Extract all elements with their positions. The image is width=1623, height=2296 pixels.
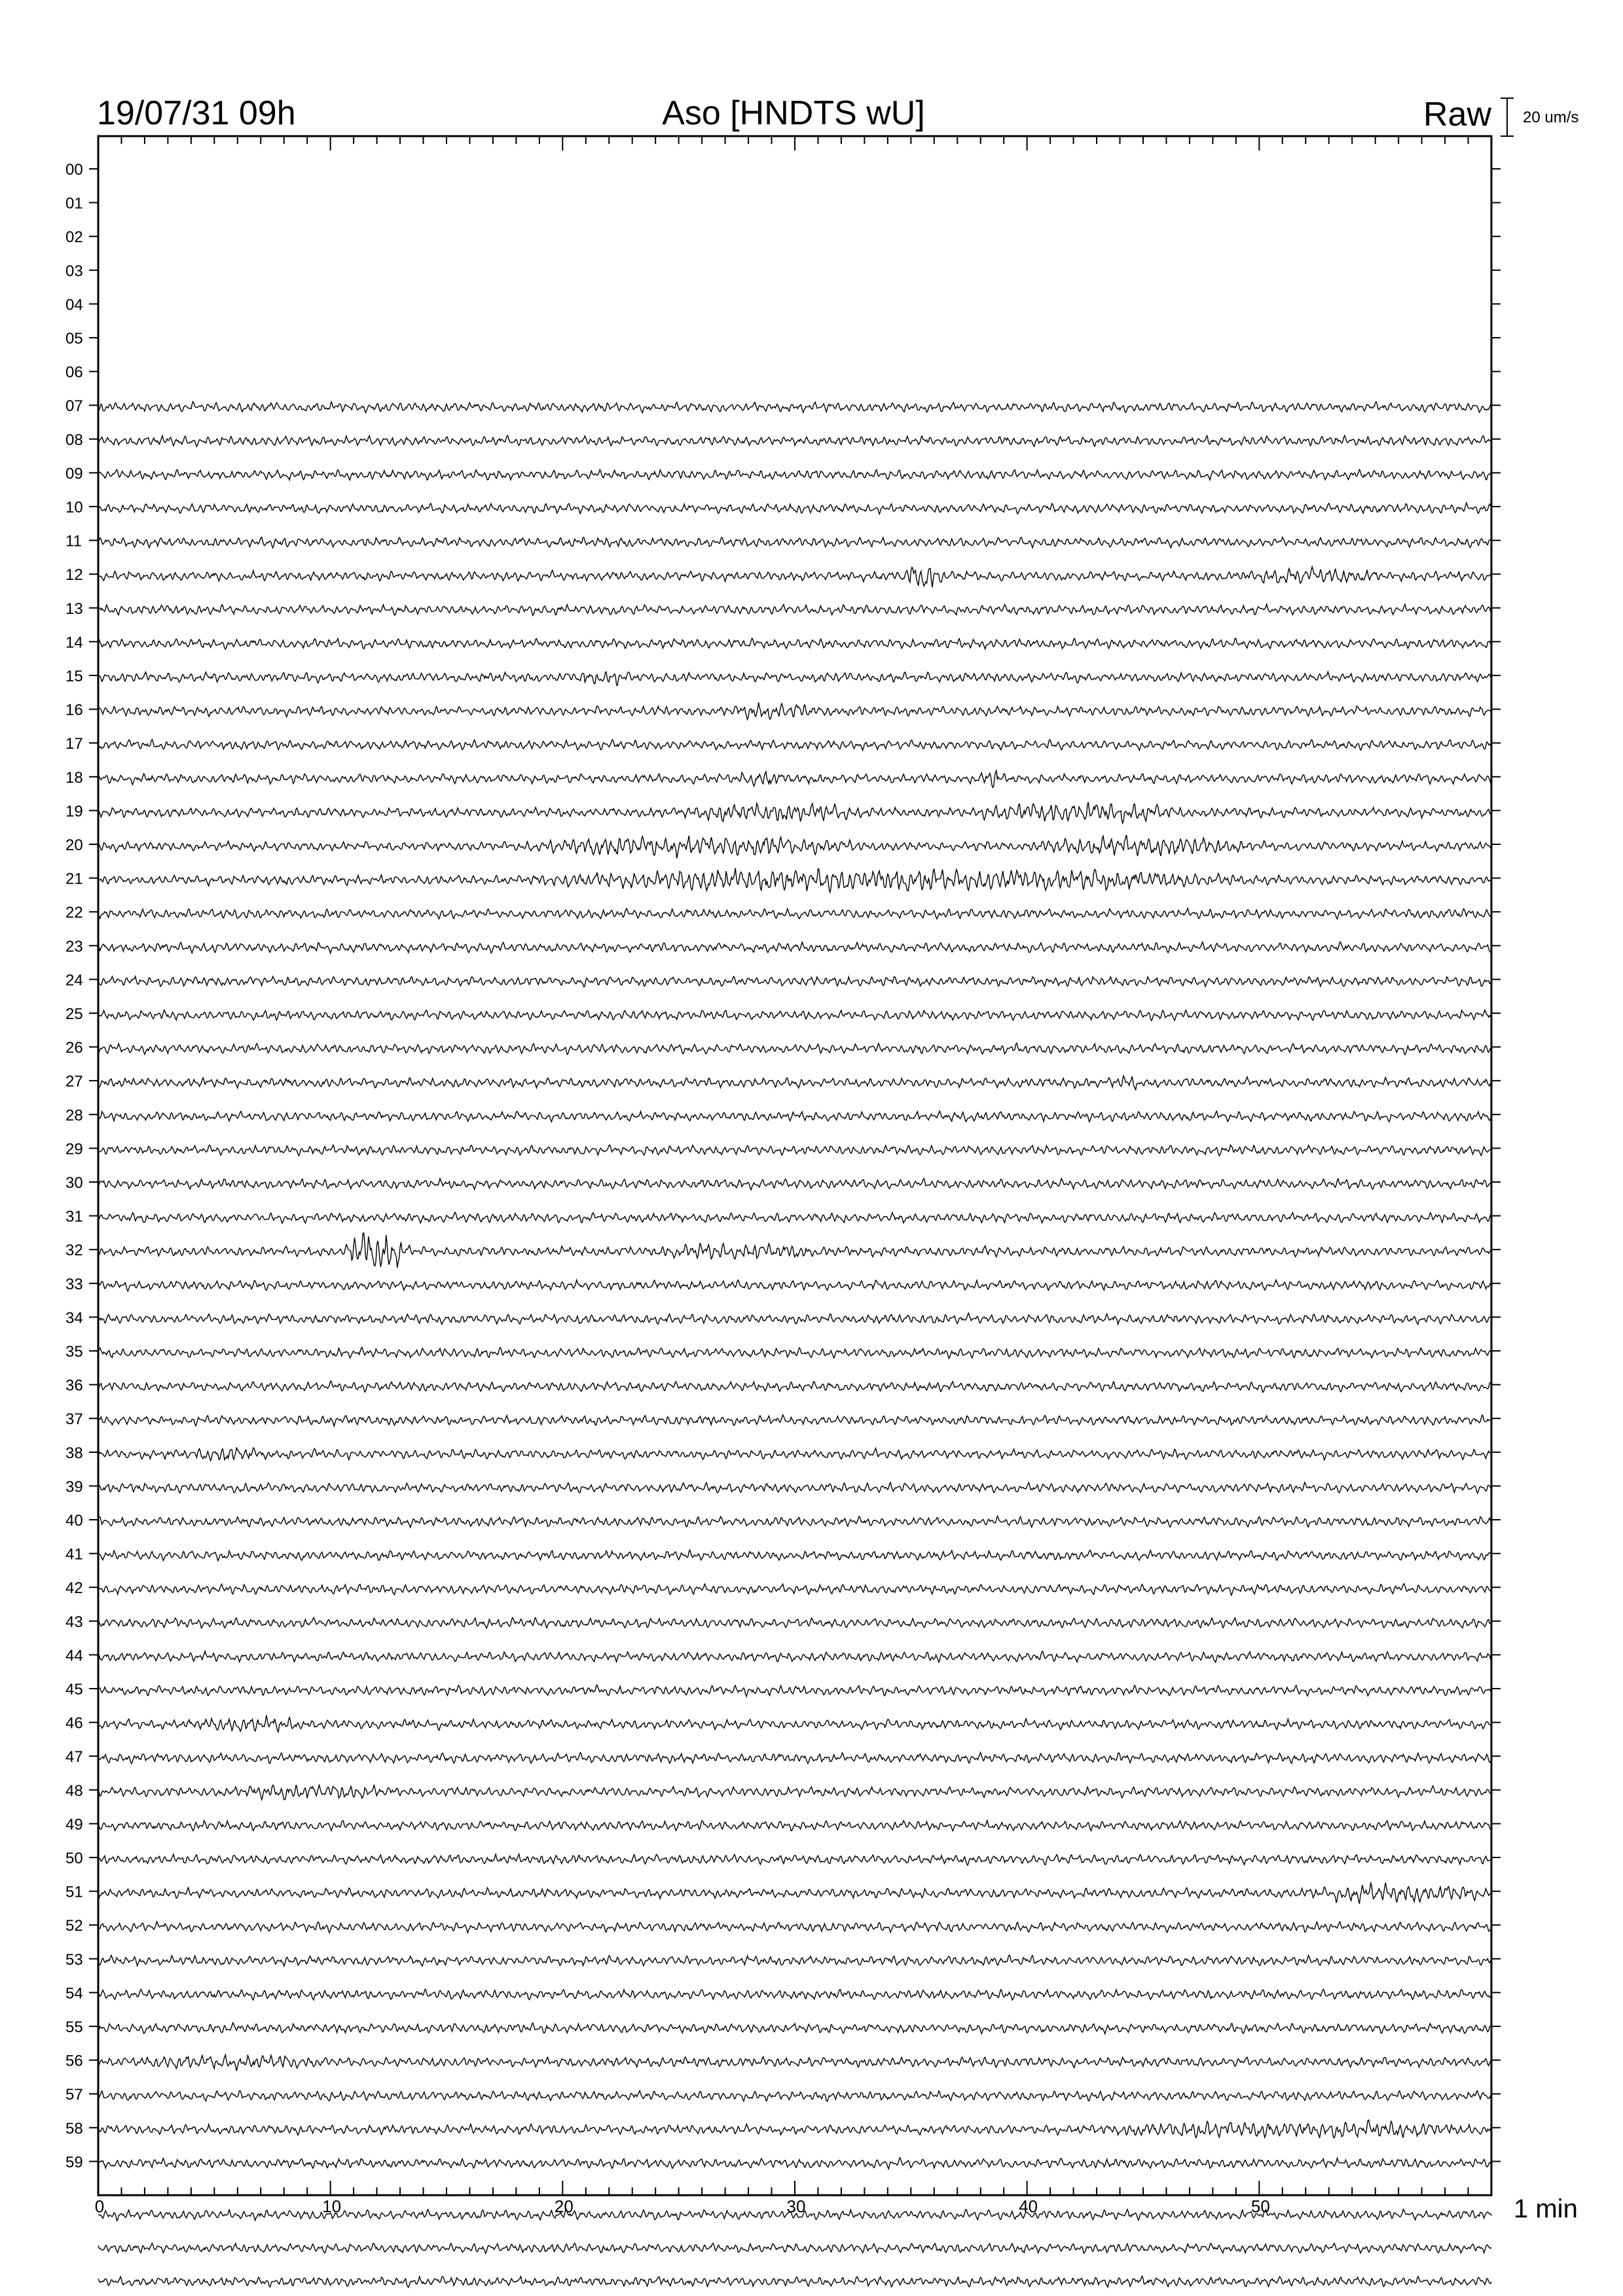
trace-row-27: [98, 1076, 1491, 1090]
row-label: 30: [65, 1174, 83, 1192]
row-label: 17: [65, 735, 83, 753]
row-label: 41: [65, 1545, 83, 1564]
row-label: 37: [65, 1410, 83, 1429]
row-label: 45: [65, 1681, 83, 1698]
row-label: 04: [65, 296, 83, 314]
row-label: 29: [65, 1140, 83, 1158]
x-tick-label: 20: [554, 2197, 574, 2216]
overflow-trace: [98, 2276, 1491, 2287]
row-label: 09: [65, 465, 83, 483]
trace-row-37: [98, 1415, 1491, 1426]
trace-row-10: [98, 503, 1491, 514]
trace-row-57: [98, 2090, 1491, 2101]
x-tick-label: 10: [322, 2197, 342, 2216]
trace-row-11: [98, 537, 1491, 548]
row-label: 10: [65, 499, 83, 516]
row-label: 55: [65, 2018, 83, 2036]
row-label: 02: [65, 228, 83, 247]
row-label: 03: [65, 262, 83, 280]
x-unit-label: 1 min: [1514, 2195, 1578, 2223]
row-label: 48: [65, 1782, 83, 1800]
row-label: 20: [65, 836, 83, 854]
row-label: 35: [65, 1343, 83, 1361]
trace-row-38: [98, 1447, 1491, 1460]
row-label: 50: [65, 1850, 83, 1867]
row-label: 40: [65, 1512, 83, 1530]
row-label: 12: [65, 566, 83, 584]
row-label: 52: [65, 1917, 83, 1935]
row-label: 42: [65, 1579, 83, 1598]
trace-row-14: [98, 638, 1491, 649]
row-label: 28: [65, 1106, 83, 1124]
trace-row-23: [98, 942, 1491, 953]
trace-row-16: [98, 702, 1491, 719]
row-label: 21: [65, 870, 83, 888]
row-label: 53: [65, 1950, 83, 1969]
trace-row-56: [98, 2055, 1491, 2072]
trace-row-20: [98, 835, 1491, 859]
row-label: 22: [65, 904, 83, 922]
header-datetime: 19/07/31 09h: [97, 94, 296, 132]
trace-row-45: [98, 1685, 1491, 1697]
trace-row-35: [98, 1348, 1491, 1359]
overflow-trace: [98, 2243, 1491, 2253]
row-label: 58: [65, 2119, 83, 2138]
trace-row-55: [98, 2023, 1491, 2034]
trace-row-46: [98, 1715, 1491, 1732]
row-label: 31: [65, 1208, 83, 1226]
row-label: 08: [65, 431, 83, 449]
trace-row-42: [98, 1584, 1491, 1596]
row-label: 43: [65, 1613, 83, 1631]
row-label: 05: [65, 330, 83, 348]
row-label: 56: [65, 2052, 83, 2070]
trace-row-29: [98, 1145, 1491, 1156]
trace-row-36: [98, 1381, 1491, 1392]
row-label: 25: [65, 1005, 83, 1023]
row-label: 34: [65, 1309, 83, 1327]
trace-row-39: [98, 1482, 1491, 1494]
row-label: 32: [65, 1242, 83, 1260]
bottom-axis-ticks: [95, 2181, 1491, 2216]
x-tick-label: 40: [1019, 2197, 1038, 2216]
trace-row-18: [98, 770, 1491, 787]
row-label: 07: [65, 397, 83, 416]
header-mode: Raw: [1423, 96, 1491, 134]
scale-bar: [1501, 98, 1514, 136]
trace-row-15: [98, 672, 1491, 686]
trace-row-59: [98, 2158, 1491, 2169]
row-label: 00: [65, 161, 83, 179]
header-station: Aso [HNDTS wU]: [662, 94, 925, 132]
trace-row-33: [98, 1280, 1491, 1291]
row-label: 01: [65, 194, 83, 213]
row-label: 18: [65, 768, 83, 787]
trace-row-13: [98, 604, 1491, 615]
trace-row-25: [98, 1010, 1491, 1020]
trace-row-26: [98, 1043, 1491, 1055]
row-label: 26: [65, 1039, 83, 1057]
trace-row-32: [98, 1233, 1491, 1268]
trace-row-49: [98, 1821, 1491, 1831]
row-label: 36: [65, 1376, 83, 1395]
scale-label: 20 um/s: [1523, 109, 1579, 126]
row-label: 38: [65, 1444, 83, 1462]
row-label: 15: [65, 668, 83, 685]
trace-row-19: [98, 802, 1491, 823]
row-label: 46: [65, 1714, 83, 1732]
trace-row-51: [98, 1882, 1491, 1903]
trace-row-22: [98, 908, 1491, 919]
trace-row-44: [98, 1651, 1491, 1662]
trace-row-50: [98, 1854, 1491, 1865]
row-label: 54: [65, 1984, 83, 2003]
row-labels: [65, 161, 1501, 2171]
row-label: 19: [65, 802, 83, 821]
trace-row-24: [98, 977, 1491, 987]
row-label: 27: [65, 1073, 83, 1091]
x-tick-label: 0: [94, 2197, 105, 2216]
row-label: 51: [65, 1883, 83, 1901]
row-label: 57: [65, 2086, 83, 2104]
row-label: 59: [65, 2153, 83, 2172]
trace-row-48: [98, 1785, 1491, 1800]
trace-row-07: [98, 402, 1491, 413]
trace-row-58: [98, 2120, 1491, 2138]
trace-row-31: [98, 1212, 1491, 1223]
row-label: 06: [65, 363, 83, 382]
x-tick-label: 50: [1250, 2197, 1270, 2216]
row-label: 13: [65, 600, 83, 618]
row-label: 24: [65, 971, 83, 990]
trace-row-21: [98, 868, 1491, 892]
trace-row-47: [98, 1753, 1491, 1764]
trace-row-43: [98, 1617, 1491, 1628]
trace-row-30: [98, 1178, 1491, 1190]
row-label: 11: [65, 532, 82, 550]
trace-row-52: [98, 1922, 1491, 1933]
row-label: 47: [65, 1748, 83, 1767]
x-tick-label: 30: [786, 2197, 806, 2216]
trace-row-41: [98, 1550, 1491, 1561]
trace-row-12: [98, 567, 1491, 588]
trace-row-17: [98, 740, 1491, 751]
row-label: 39: [65, 1478, 83, 1496]
row-label: 14: [65, 634, 83, 652]
overflow-traces: [98, 2210, 1491, 2287]
top-axis-ticks: [98, 136, 1491, 151]
trace-row-28: [98, 1111, 1491, 1122]
row-label: 23: [65, 937, 83, 956]
row-label: 49: [65, 1816, 83, 1834]
row-label: 44: [65, 1647, 83, 1665]
row-label: 33: [65, 1275, 83, 1293]
row-label: 16: [65, 701, 83, 719]
trace-row-09: [98, 470, 1491, 480]
trace-row-34: [98, 1313, 1491, 1324]
seismic-traces: [98, 402, 1491, 2169]
trace-row-08: [98, 435, 1491, 446]
trace-row-53: [98, 1955, 1491, 1966]
trace-row-54: [98, 1989, 1491, 2000]
trace-row-40: [98, 1516, 1491, 1528]
